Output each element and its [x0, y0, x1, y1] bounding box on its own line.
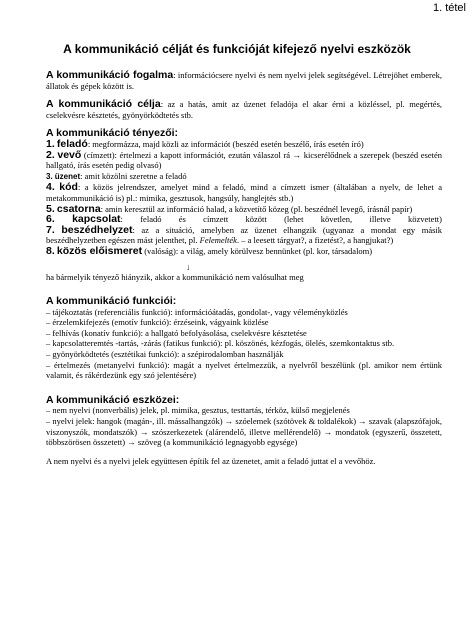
factor-item: 1. feladó: megformázza, majd közli az információt (beszéd esetén beszélő, írás esetén író): [46, 137, 364, 150]
factor-item: 2. vevő (címzett): értelmezi a kapott információt, ezután válaszol rá → kicserélődnek a szerepek (beszéd esetén hallgató, írás esetén pedig olvasó): [46, 148, 443, 171]
factor-item: 8. közös előismeret (valóság): a világ, amely körülvesz bennünket (pl. kor, társadalom): [46, 244, 373, 257]
closing-paragraph: A nem nyelvi és a nyelvi jelek együttesen építik fel az üzenetet, amit a feladó juttat el a vevőhöz.: [46, 455, 376, 466]
page-number: 1. tétel: [432, 2, 466, 14]
factor-item: 7. beszédhelyzet: az a situáció, amelyben az üzenet elhangzik (ugyanaz a mondat egy másik beszédhelyzetben egészen mást jelenthet, pl. Felemelték. – a leesett tárgyat?, a fizetést?, a hangjukat?): [46, 223, 443, 246]
function-item: – felhívás (konatív funkció): a hallgató befolyásolása, cselekvésre késztetése: [46, 327, 307, 338]
purpose-text: : az a hatás, amit az üzenet feladója el akar érni a közléssel, pl. megértés, cselekvésre késztetés, gyönyörködtetés stb.: [46, 99, 443, 120]
function-item: – gyönyörködtetés (esztétikai funkció): a szépirodalomban használják: [46, 349, 284, 360]
down-arrow-icon: ↓: [186, 261, 191, 272]
document-title: A kommunikáció célját és funkcióját kifejező nyelvi eszközök: [63, 42, 411, 56]
function-item: – kapcsolatteremtés -tartás, -zárás (fatikus funkció): pl. köszönés, kézfogás, ölelés, szemkontaktus stb.: [46, 338, 395, 349]
definition-paragraph: [46, 70, 442, 91]
factors-heading: A kommunikáció tényezői:: [46, 127, 179, 140]
factors-conclusion: ha bármelyik tényező hiányzik, akkor a kommunikáció nem valósulhat meg: [46, 271, 304, 282]
document-body: [46, 70, 442, 474]
function-item: – érzelemkifejezés (emotív funkció): érzéseink, vágyaink közlése: [46, 317, 269, 328]
tool-item: – nem nyelvi (nonverbális) jelek, pl. mimika, gesztus, testtartás, térköz, külső megjelenés: [46, 405, 350, 416]
functions-section: [46, 296, 442, 381]
purpose-heading: A kommunikáció célja: [46, 98, 161, 111]
factor-item: 4. kód: a közös jelrendszer, amelyet mind a feladó, mind a címzett ismer (általában a nyelv, de lehet a metakommunikáció is) pl.: mimika, gesztusok, hangsúly, hanglejtés stb.): [46, 181, 442, 203]
purpose-paragraph: [46, 99, 442, 120]
factor-item: 5. csatorna: amin keresztül az információ halad, a közvetítő közeg (pl. beszédnél levegő, írásnál papír): [46, 202, 413, 215]
tool-item: – nyelvi jelek: hangok (magán-, ill. mássalhangzók) → szóelemek (szótövek & toldalékok) → szavak (alapszófajok, viszonyszók, mondatszók) → szószerkezetek (alárendelő, illetve mellérendelő) → mondatok (egyszerű, összetett, többszörösen összetett) → szöveg (a kommunikáció legnagyobb egysége): [46, 416, 442, 448]
factor-item: 6. kapcsolat: feladó és címzett között (lehet követlen, illetve közvetett): [46, 213, 442, 226]
definition-heading: A kommunikáció fogalma: [46, 69, 174, 81]
function-item: – tájékoztatás (referenciális funkció): információátadás, gondolat-, vagy véleményközlés: [46, 306, 348, 317]
tools-heading: A kommunikáció eszközei:: [46, 393, 180, 406]
factor-item: 3. üzenet: amit közölni szeretne a feladó: [46, 170, 187, 181]
definition-text: : információcsere nyelvi és nem nyelvi jelek segítségével. Létrejöhet emberek, állatok és gépek között is.: [46, 70, 442, 91]
factors-section: [46, 128, 442, 282]
tools-section: [46, 395, 442, 448]
functions-heading: A kommunikáció funkciói:: [46, 295, 177, 308]
function-item: – értelmezés (metanyelvi funkció): magát a nyelvet értelmezzük, a nyelvről beszélünk (pl. amikor nem értünk valamit, és rákérdezünk egy szó jelentésére): [46, 359, 442, 381]
